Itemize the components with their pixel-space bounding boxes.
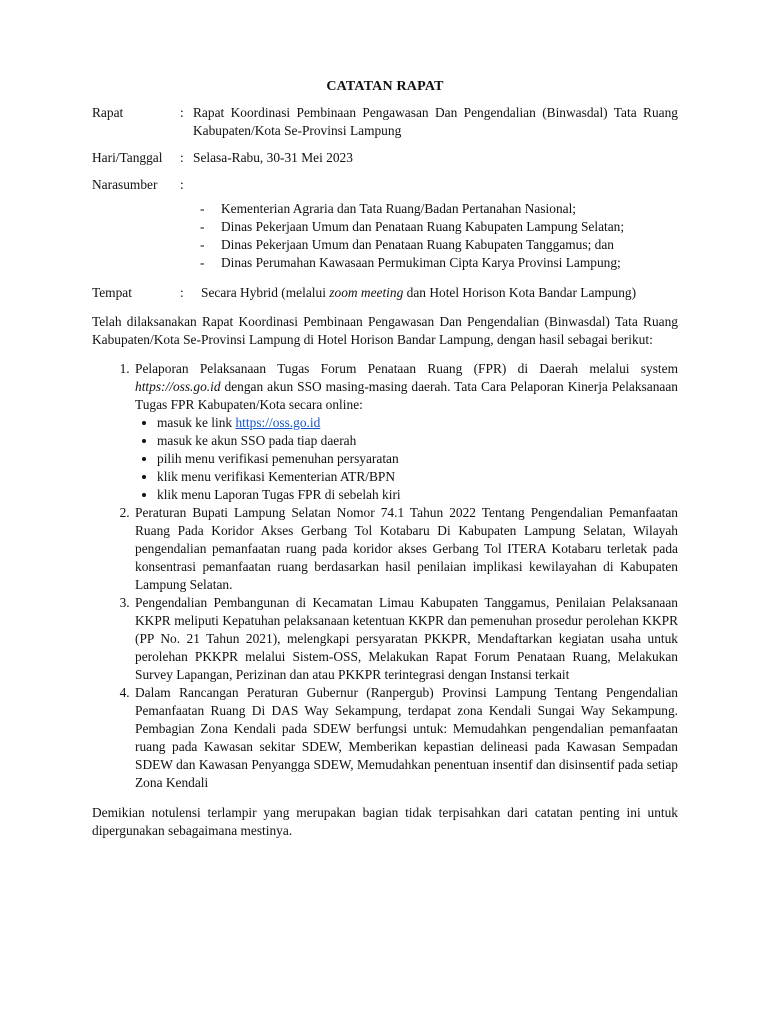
item-italic-url: https://oss.go.id: [135, 379, 221, 394]
tempat-italic: zoom meeting: [329, 285, 404, 300]
item-text-b: dengan akun SSO masing-masing daerah. Tata Cara Pelaporan Kinerja Pelaksanaan Tugas FPR Kabupaten/Kota secara online:: [135, 379, 678, 412]
list-item: [200, 218, 678, 236]
list-item: [157, 414, 678, 432]
oss-link[interactable]: https://oss.go.id: [235, 415, 321, 430]
field-rapat: [92, 104, 678, 140]
list-item-text: Dinas Pekerjaan Umum dan Penataan Ruang Kabupaten Tanggamus; dan: [221, 237, 614, 252]
dash-marker: -: [200, 219, 205, 234]
field-colon: :: [180, 105, 184, 120]
item-text-a: Pelaporan Pelaksanaan Tugas Forum Penataan Ruang (FPR) di Daerah melalui system: [135, 361, 678, 376]
list-item-text: Dinas Perumahan Kawasaan Permukiman Cipta Karya Provinsi Lampung;: [221, 255, 621, 270]
dash-marker: -: [200, 237, 205, 252]
document-page: [92, 78, 678, 851]
result-item-2: 2. Peraturan Bupati Lampung Selatan Nomor 74.1 Tahun 2022 Tentang Pengendalian Pemanfaatan Ruang Pada Koridor Akses Gerbang Tol Kotabaru Di Kabupaten Lampung Selatan, Wilayah pengendalian pemanfaatan ruang pada koridor akses Gerbang Tol ITERA Kotabaru terletak pada konsentrasi pemanfaatan ruang berdasarkan hasil penilaian implikasi kewilayahan di Kabupaten Lampung Selatan.: [133, 504, 678, 594]
field-colon: :: [180, 285, 184, 300]
list-item: [200, 236, 678, 254]
field-label: Hari/Tanggal: [92, 150, 163, 165]
list-item-text: masuk ke link: [157, 415, 236, 430]
list-item: • pilih menu verifikasi pemenuhan persyaratan: [157, 450, 678, 468]
list-item: [200, 254, 678, 272]
field-value: [201, 284, 678, 302]
tempat-text-b: dan Hotel Horison Kota Bandar Lampung): [403, 285, 637, 300]
list-item: • masuk ke akun SSO pada tiap daerah: [157, 432, 678, 450]
field-colon: :: [180, 150, 184, 165]
list-item: • klik menu Laporan Tugas FPR di sebelah kiri: [157, 486, 678, 504]
results-list: [92, 360, 678, 792]
result-item-4: 4. Dalam Rancangan Peraturan Gubernur (Ranpergub) Provinsi Lampung Tentang Pengendalian Pemanfaatan Ruang Di DAS Way Sekampung, terdapat zona Kendali Sungai Way Sekampung. Pembagian Zona Kendali pada SDEW berfungsi untuk: Memudahkan pengendalian pemanfaatan ruang pada Kawasan sekitar SDEW, Memberikan kepastian delineasi pada Kawasan Sempadan SDEW dan Kawasan Penyangga SDEW, Memudahkan penentuan insentif dan disinsentif pada setiap Zona Kendali: [133, 684, 678, 792]
field-hari-tanggal: [92, 149, 678, 167]
narasumber-list: [92, 200, 678, 272]
field-label: Tempat: [92, 285, 132, 300]
dash-marker: -: [200, 255, 205, 270]
result-item-1: [133, 360, 678, 504]
field-value: Selasa-Rabu, 30-31 Mei 2023: [193, 150, 353, 165]
list-item-text: Dinas Pekerjaan Umum dan Penataan Ruang Kabupaten Lampung Selatan;: [221, 219, 625, 234]
tempat-text-a: Secara Hybrid (melalui: [201, 285, 330, 300]
closing-paragraph: Demikian notulensi terlampir yang merupakan bagian tidak terpisahkan dari catatan penting ini untuk dipergunakan sebagaimana mestinya.: [92, 805, 678, 838]
list-item: [200, 200, 678, 218]
result-item-3: 3. Pengendalian Pembangunan di Kecamatan Limau Kabupaten Tanggamus, Penilaian Pelaksanaan KKPR meliputi Kepatuhan pelaksanaan ketentuan KKPR dan pemenuhan prosedur perolehan KKPR (PP No. 21 Tahun 2021), melengkapi persyaratan PKKPR, Mendaftarkan kegiatan usaha untuk perolehan PKKPR melalui Sistem-OSS, Melakukan Rapat Forum Penataan Ruang, Melakukan Survey Lapangan, Perizinan dan atau PKKPR terintegrasi dengan Instansi terkait: [133, 594, 678, 684]
field-narasumber: [92, 176, 678, 194]
steps-list: [135, 414, 678, 504]
list-item: • klik menu verifikasi Kementerian ATR/BPN: [157, 468, 678, 486]
intro-paragraph: Telah dilaksanakan Rapat Koordinasi Pembinaan Pengawasan Dan Pengendalian (Binwasdal) Tata Ruang Kabupaten/Kota Se-Provinsi Lampung di Hotel Horison Bandar Lampung, dengan hasil sebagai berikut:: [92, 314, 678, 347]
dash-marker: -: [200, 201, 205, 216]
field-label: Narasumber: [92, 177, 158, 192]
list-item-text: Kementerian Agraria dan Tata Ruang/Badan Pertanahan Nasional;: [221, 201, 577, 216]
field-value: Rapat Koordinasi Pembinaan Pengawasan Dan Pengendalian (Binwasdal) Tata Ruang Kabupaten/Kota Se-Provinsi Lampung: [193, 105, 678, 138]
field-tempat: [92, 284, 678, 302]
field-label: Rapat: [92, 105, 124, 120]
document-title: CATATAN RAPAT: [326, 79, 444, 94]
field-colon: :: [180, 177, 184, 192]
